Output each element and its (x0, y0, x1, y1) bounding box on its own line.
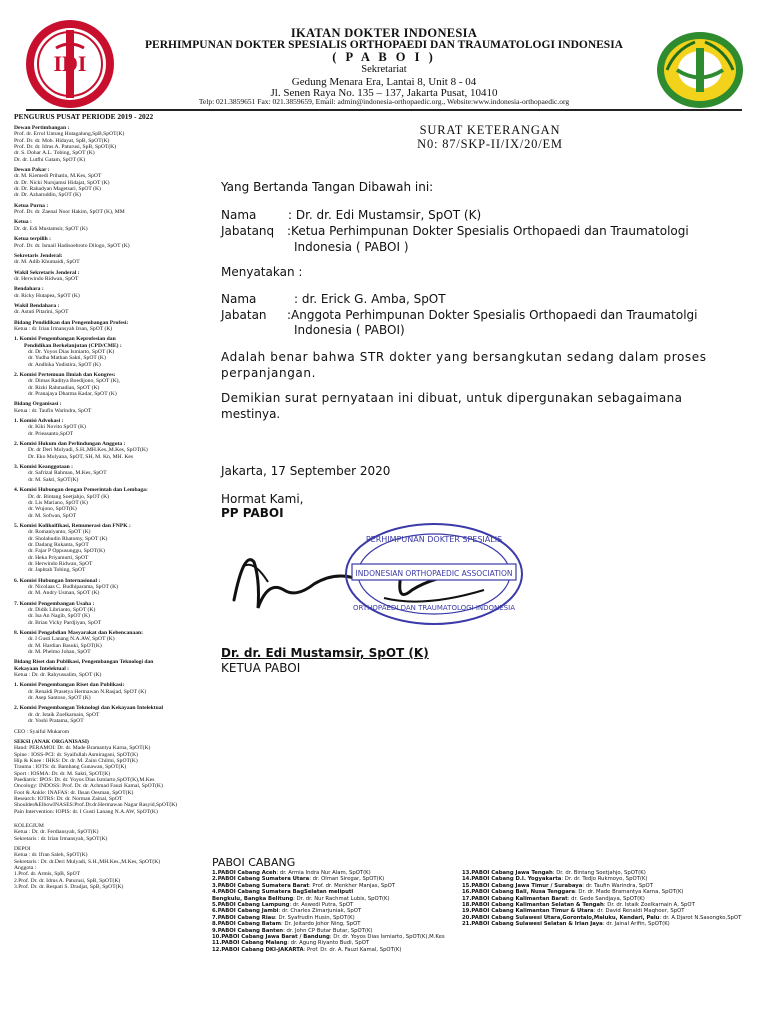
cabang-name: 17.PABOI Cabang Kalimantan Barat (462, 895, 568, 902)
cabang-item (462, 921, 762, 927)
cabang-name: 14.PABOI Cabang D.I. Yogyakarta (462, 876, 562, 883)
komisi-member: dr. M. Andry Usman, SpOT (K) (28, 590, 100, 597)
seksi-item: Shoulder&ElbowINASES:Prof.Dr.dr.Hermawan Nagar Rasyid,SpOT(K) (14, 802, 178, 809)
komisi-member: Dr. Eko Mulyana, SpOT, SH, M. Kn, MH. Kes (28, 453, 134, 460)
cabang-name: 4.PABOI Cabang Sumatera BagSelatan meliputi (212, 889, 354, 896)
cabang-name: 15.PABOI Cabang Jawa Timur / Surabaya (462, 882, 583, 889)
depoi-item: Sekretaris : Dr. dr.Deri Mulyadi, S.H.,MH.Kes.,M.Kes, SpOT(K) (14, 858, 161, 865)
body-paragraph-1: Adalah benar bahwa STR dokter yang bersangkutan sedang dalam proses (221, 350, 707, 364)
komisi-member: dr. dr. Istaik Zoelkarnain, SpOT (28, 711, 100, 718)
depoi-heading: DEPOI (14, 846, 31, 852)
komisi-heading: 6. Komisi Hubungan Internasional : (14, 577, 101, 584)
seksi-item: Trauma : IOTS: dr. Bambang Gunawan, SpOT(K) (14, 764, 127, 771)
regards: Hormat Kami, (221, 492, 304, 506)
board-section-heading: Sekretaris Jenderal: (14, 252, 63, 259)
komisi-heading: 5. Komisi Kolikoifikasi, Remunerasi dan FNPK : (14, 522, 131, 529)
komisi-heading: 1. Komisi Pengembangan Keprofesian dan (14, 336, 116, 343)
cabang-chair: : dr. A.Djarot N.Sasongko,SpOT (659, 914, 742, 921)
subject-name-label: Nama (221, 292, 257, 306)
komisi-member: dr. I Gusti Lanang N.A.AW, SpOT (K) (28, 636, 115, 643)
komisi-member: dr. Yudha Mathan Sakti, SpOT (K) (28, 355, 106, 362)
komisi-heading: 1. Komisi Advokasi : (14, 418, 64, 425)
opening-line: Yang Bertanda Tangan Dibawah ini: (221, 180, 434, 194)
depoi-item: 2.Prof. Dr. dr. Idrus A. Paturusi, SpB, SpOT(K) (14, 877, 121, 884)
komisi-heading: 2. Komisi Hukum dan Perlindungan Anggota : (14, 441, 126, 448)
komisi-heading: 4. Komisi Hubungan dengan Pemerintah dan Lembaga: (14, 487, 148, 494)
komisi-member: dr. Prieasanto,SpOT (28, 430, 74, 437)
cabang-chair: : dr. Agung Riyanto Budi, SpOT (287, 940, 370, 947)
signer-position-value: :Ketua Perhimpunan Dokter Spesialis Orthopaedi dan Traumatologi (287, 224, 689, 238)
board-member: Prof. Dr. dr. Ismail Hadisoebroto Dilogo, SpOT (K) (14, 242, 130, 249)
cabang-name: 11.PABOI Cabang Malang (212, 940, 288, 947)
org-name: IKATAN DOKTER INDONESIA (290, 26, 478, 40)
komisi-member: dr. Lis Mariano, SpOT (K) (28, 499, 88, 506)
bidang-chair: Ketua : dr. Taufin Warindra, SpOT (14, 407, 92, 414)
signature-stamp (224, 520, 534, 650)
komisi-member: dr. Pranajaya Dharma Kadar, SpOT (K) (28, 391, 117, 398)
board-section-heading: Wakil Sekretaris Jenderal : (14, 269, 80, 276)
komisi-member: dr. Kiki Novito SpOT (K) (28, 424, 86, 431)
signer-position-label: Jabatanq (221, 224, 275, 238)
cabang-name: 20.PABOI Cabang Sulawesi Utara,Gorontalo,Maluku, Kendari, Palu (462, 914, 660, 921)
org-signature-label: PP PABOI (221, 506, 284, 520)
komisi-member: dr. M. Hardian Basuki, SpOT(K) (28, 642, 102, 649)
association-abbrev: ( P A B O I ) (332, 50, 436, 64)
kolegium-heading: KOLEGIUM (14, 822, 44, 829)
board-list (14, 112, 206, 890)
place-date: Jakarta, 17 September 2020 (221, 464, 391, 478)
cabang-chair: : Dr. Syafrudin Husin, SpOT(K) (275, 914, 355, 921)
board-member: dr. Dr. Azharuddin, SpOT (K) (14, 192, 81, 199)
board-section-heading: Wakil Bendahara : (14, 302, 60, 309)
subject-position-label: Jabatan (221, 308, 267, 322)
bidang-heading: Bidang Pendidikan dan Pengembangan Profesi: (14, 319, 129, 326)
cabang-chair: : Prof. dr. Menkher Manjas, SpOT (308, 882, 395, 889)
board-member: Prof. Dr. dr. Idrus A. Paturusi, SpB, SpOT(K) (14, 144, 117, 151)
subject-position-value-2: Indonesia ( PABOI) (294, 323, 405, 337)
komisi-member: dr. Rizki Rahmadian, SpOT (K) (28, 384, 100, 391)
cabang-chair: : Dr. dr. Yoyos Dias Ismiarto, SpOT(K),M.Kes (329, 934, 445, 941)
signer-printed-name: Dr. dr. Edi Mustamsir, SpOT (K) (221, 646, 429, 660)
idi-logo-text: IDI (53, 51, 87, 76)
cabang-name: 3.PABOI Cabang Sumatera Barat (212, 882, 309, 889)
board-member: Prof. dr. Errol Untung Hutagalung,SpB,SpOT(K) (14, 131, 125, 138)
depoi-item: 1.Prof. dr. Armis, SpB, SpOT (14, 871, 81, 878)
board-section-heading: Bendahara : (14, 286, 44, 293)
board-title: PENGURUS PUSAT PERIODE 2019 - 2022 (14, 112, 154, 121)
komisi-member: dr. Nicolaas C. Budhiparama, SpOT (K) (28, 583, 119, 590)
board-member: dr. Ricky Hutapea, SpOT (K) (14, 292, 80, 299)
stamp-top-text: PERHIMPUNAN DOKTER SPESIALIS (365, 535, 503, 544)
cabang-name: 10.PABOI Cabang Jawa Barat / Bandung (212, 934, 330, 941)
cabang-name: 9.PABOI Cabang Banten (212, 927, 284, 934)
subject-name-value: : dr. Erick G. Amba, SpOT (294, 292, 446, 306)
board-member: dr. Dr. Rahadyan Magetsari, SpOT (K) (14, 186, 101, 193)
cabang-chair: : dr. Olman Siregar, SpOT(K) (309, 876, 385, 883)
cabang-name: 13.PABOI Cabang Jawa Tengah (462, 870, 553, 876)
board-member: Prof. Dr. dr. Zaenal Noor Hakim, SpOT (K), MM (14, 209, 125, 216)
cabang-chair: : dr. Aswedi Putra, SpOT (289, 902, 354, 909)
cabang-name: 1.PABOI Cabang Aceh (212, 870, 277, 876)
komisi-member: dr. Romaniyanto, SpOT (K) (28, 529, 91, 536)
cabang-chair: : dr. John CP Butar Butar, SpOT(K) (283, 927, 373, 934)
letter-title: SURAT KETERANGAN (419, 123, 561, 137)
cabang-chair: : Dr. dr. Bintang Soetjahjo, SpOT(K) (552, 870, 646, 876)
subject-position-value: :Anggota Perhimpunan Dokter Spesialis Orthopaedi dan Traumatolgi (287, 308, 698, 322)
board-section-heading: Dewan Pertimbangan : (14, 125, 70, 131)
cabang-chair: : Prof. Dr. dr. A. Fauzi Kamal, SpOT(K) (303, 946, 402, 953)
komisi-member: dr. M. Sakti, SpOT(K) (28, 476, 79, 483)
komisi-member: dr. Dimas Raditya Boedijono, SpOT (K), (28, 378, 120, 385)
cabang-name: 8.PABOI Cabang Batam (212, 921, 282, 928)
komisi-heading: 2. Komisi Pertemuan Ilmiah dan Kongres: (14, 372, 116, 378)
board-section-heading: Ketua : (14, 219, 32, 226)
contact-line: Telp: 021.3859651 Fax: 021.3859659, Email: admin@indonesia-orthopaedic.org., Website:www.indonesia-orthopaedic.org (198, 97, 570, 106)
komisi-member: dr. Herwindo Ridwan, SpOT (28, 560, 93, 567)
cabang-chair: : dr. Jainal Arifin, SpOT(K) (602, 921, 670, 928)
cabang-chair: : Dr. dr. Made Bramantya Karna, SpOT(K) (574, 889, 684, 896)
komisi-member: dr. Isa An Nagib, SpOT (K) (28, 613, 90, 620)
komisi-member: dr. Yoshi Pratama, SpOT (28, 718, 84, 725)
body-paragraph-2: Demikian surat pernyataan ini dibuat, untuk dipergunakan sebagaimana (221, 391, 683, 405)
komisi-member: dr. Dr. Yoyos Dias Ismiarto, SpOT (K) (28, 348, 115, 355)
signer-printed-title: KETUA PABOI (221, 661, 301, 675)
board-member: Dr. dr. Lutfhi Gatam, SpOT (K) (14, 156, 86, 163)
bidang-chair: Ketua : Dr. dr. Rahyussalim, SpOT (K) (14, 672, 102, 679)
seksi-item: Hand: PERAMOI: Dr. dr. Made Bramantya Karna, SpOT(K) (14, 745, 151, 752)
board-member: Dr. dr. Edi Mustamsir, SpOT (K) (14, 225, 88, 232)
signer-position-value-2: Indonesia ( PABOI ) (294, 240, 409, 254)
cabang-title: PABOI CABANG (212, 856, 296, 869)
board-member: dr. M. Adib Khumaidi, SpOT (14, 259, 80, 266)
cabang-name: 12.PABOI Cabang DKI-JAKARTA (212, 946, 304, 953)
komisi-member: Dr. dr. Bintang Soetjahjo, SpOT (K) (28, 493, 110, 500)
board-member: dr. S. Dohar A.L. Tobing, SpOT (K) (14, 150, 95, 157)
cabang-name: 21.PABOI Cabang Sulawesi Selatan & Irian Jaya (462, 921, 603, 928)
board-member: Prof. Dr. dr. Moh. Hidayat, SpB, SpOT(K) (14, 137, 110, 144)
komisi-heading: 7. Komisi Pengembangan Usaha : (14, 600, 95, 607)
kolegium-item: Sekretaris : dr. Irian Irmansyah, SpOT(K) (14, 835, 108, 842)
cabang-list-left (212, 870, 462, 953)
komisi-member: dr. Heka Priyamurti, SpOT (28, 554, 89, 561)
cabang-name: 18.PABOI Cabang Kalimantan Selatan & Tengah (462, 902, 604, 909)
cabang-chair: : dr. Gede Sandjaya, SpOT(K) (567, 895, 645, 902)
stamp-bottom-text: ORTHOPAEDI DAN TRAUMATOLOGI INDONESIA (353, 604, 515, 612)
komisi-member: dr. M. Sofwan, SpOT (28, 512, 77, 519)
body-paragraph-2-cont: mestinya. (221, 407, 281, 421)
board-section-heading: Dewan Pakar : (14, 167, 50, 174)
cabang-name: 6.PABOI Cabang Jambi (212, 908, 279, 915)
komisi-member: dr. Safrizal Rahman, M.Kes, SpOT (28, 470, 107, 477)
bidang-heading: Bidang Organisasi : (14, 401, 62, 408)
komisi-member: dr. Asep Santoso, SpOT (K) (28, 695, 91, 702)
cabang-chair: : Dr. dr. Nur Rachmat Lubis, SpOT(K) (293, 895, 390, 902)
depoi-item: Anggota : (14, 865, 37, 872)
seksi-item: Hip & Knee : IHKS: Dr. dr. M. Zaini Chilmi, SpOT(K) (14, 757, 138, 764)
komisi-heading: 3. Komisi Keanggotaan : (14, 464, 74, 471)
ceo-line: CEO : Syaiful Mukarom (14, 728, 70, 735)
cabang-chair: : Dr. dr. Tedjo Rukmoyo, SpOT(K) (561, 876, 648, 883)
sekretariat-label: Sekretariat (361, 64, 407, 75)
komisi-member: dr. Sholahudin Rhatomy, SpOT (K) (28, 535, 108, 542)
seksi-item: Sport : IOSMA: Dr. dr. M. Sakti, SpOT(K) (14, 770, 111, 777)
address-line-1: Gedung Menara Era, Lantai 8, Unit 8 - 04 (291, 76, 477, 88)
paboi-stamp (346, 524, 522, 624)
body-paragraph-1-cont: perpanjangan. (221, 366, 316, 380)
komisi-member: dr. Brian Vicky Pardjiyan, SpOT (28, 619, 102, 626)
cabang-item (212, 947, 462, 953)
seksi-item: Pain Intervention: IOPIS: dr. I Gusti Lanang N.A.AW, SpOT(K) (14, 808, 158, 815)
komisi-member: dr. Wujono, SpOT(K) (28, 506, 77, 513)
cabang-chair: : dr. Charles Zimarjuniak, SpOT (278, 908, 362, 915)
address-line-2: Jl. Senen Raya No. 135 – 137, Jakarta Pusat, 10410 (270, 87, 498, 99)
cabang-list-right (462, 870, 762, 928)
signer-name-label: Nama (221, 208, 257, 222)
bidang-heading-cont: Kekayaan Intelektual : (14, 665, 70, 672)
komisi-member: dr. Renaldi Prasetya Hermawan N.Rasjad, SpOT (K) (28, 688, 147, 695)
seksi-item: Oncology: INDOSS: Prof. Dr. dr. Achmad Fauzi Kamal, SpOT(K) (14, 783, 163, 790)
komisi-member: dr. Andhika Yudistira, SpOT (K) (28, 361, 101, 368)
cabang-name: Bengkulu, Bangka Belitung (212, 895, 294, 902)
seksi-item: Spine : IOSS-PCI: dr. Syaifullah Asmiragani, SpOT(K) (14, 751, 138, 758)
komisi-member: dr. Dadang Rukanta, SpOT (28, 541, 89, 548)
seksi-item: Research: IOTRS: Dr. dr. Norman Zainal, SpOT (14, 795, 123, 802)
board-member: dr. M. Kiemedi Prihatin, M.Kes, SpOT (14, 173, 102, 180)
komisi-heading: 8. Komisi Pengabdian Masyarakat dan Kebencanaan: (14, 630, 143, 637)
depoi-item: Ketua : dr. Ifran Saleh, SpOT(K) (14, 852, 88, 859)
cabang-chair: : Dr. Jeitardo Johor Ning, SpOT (281, 921, 361, 928)
cabang-name: 7.PABOI Cabang Riau (212, 914, 276, 921)
komisi-member: dr. Fajar P Oppusunggu, SpOT(K) (28, 548, 105, 555)
seksi-item: Foot & Ankle: INAFAS: dr. Ihsan Oesman, SpOT(K) (14, 789, 134, 796)
stamp-mid-text: INDONESIAN ORTHOPAEDIC ASSOCIATION (355, 569, 513, 578)
komisi-member: dr. Didik Librianto, SpOT (K) (28, 607, 96, 613)
bidang-heading: Bidang Riset dan Publikasi, Pengembangan Teknologi dan (14, 659, 154, 666)
board-section-heading: Ketua terpilih : (14, 236, 51, 243)
board-member: dr. Herwindo Ridwan, SpOT (14, 275, 79, 282)
depoi-item: 3.Prof. Dr. dr. Respati S. Dradjat, SpB, SpOT(K) (14, 884, 124, 891)
cabang-chair: : dr. Taufin Warindra, SpOT (582, 882, 653, 889)
komisi-member: dr. M. Phelmo Johan, SpOT (28, 649, 91, 656)
letter-number: N0: 87/SKP-II/IX/20/EM (417, 137, 563, 151)
komisi-member: Dr. dr Deri Mulyadi, S.H.,MH.Kes.,M.Kes, SpOT(K) (28, 447, 148, 454)
komisi-heading: 2. Komisi Pengembangan Teknologi dan Kekayaan Intelektual (14, 705, 164, 712)
cabang-chair: : dr. Armia Indra Nur Alam, SpOT(K) (276, 870, 371, 876)
menyatakan-label: Menyatakan : (221, 265, 303, 279)
cabang-name: 16.PABOI Cabang Bali, Nusa Tenggara (462, 889, 575, 896)
seksi-item: Paediatric: IPOS: Dr. dr. Yoyos Dias Ismiarto,SpOT(K),M.Kes (14, 776, 155, 783)
kolegium-item: Ketua : Dr. dr. Ferdiansyah, SpOT(K) (14, 829, 99, 836)
board-section-heading: Ketua Purna : (14, 202, 49, 209)
association-name: PERHIMPUNAN DOKTER SPESIALIS ORTHOPAEDI DAN TRAUMATOLOGI INDONESIA (145, 39, 623, 51)
header-divider (26, 109, 742, 111)
komisi-heading: 1. Komisi Pengembangan Riset dan Publikasi: (14, 682, 125, 689)
cabang-chair: : dr. David Renaldi Maqhoer, SpOT (593, 908, 685, 915)
board-member: dr. Dr. Nicki Nursjamsi Hidajat, SpOT (K) (14, 179, 110, 186)
cabang-chair: : Dr. dr. Istaik Zoelkarnain A, SpOT (603, 902, 695, 909)
komisi-subheading: Pendidikan Berkelanjutan (CPD/CME) : (24, 342, 122, 349)
cabang-name: 5.PABOI Cabang Lampung (212, 902, 290, 909)
board-member: dr. Astuti Pitarini, SpOT (14, 309, 69, 316)
cabang-name: 19.PABOI Cabang Kalimantan Timur & Utara (462, 908, 594, 915)
bidang-chair: Ketua : dr. Irian Irmansyah Irsan, SpOT (K) (14, 325, 113, 332)
seksi-heading: SEKSI (ANAK ORGANISASI) (14, 738, 89, 745)
cabang-name: 2.PABOI Cabang Sumatera Utara (212, 876, 310, 883)
komisi-member: dr. Japhtah Tobing, SpOT (28, 567, 86, 574)
signer-name-value: : Dr. dr. Edi Mustamsir, SpOT (K) (288, 208, 482, 222)
